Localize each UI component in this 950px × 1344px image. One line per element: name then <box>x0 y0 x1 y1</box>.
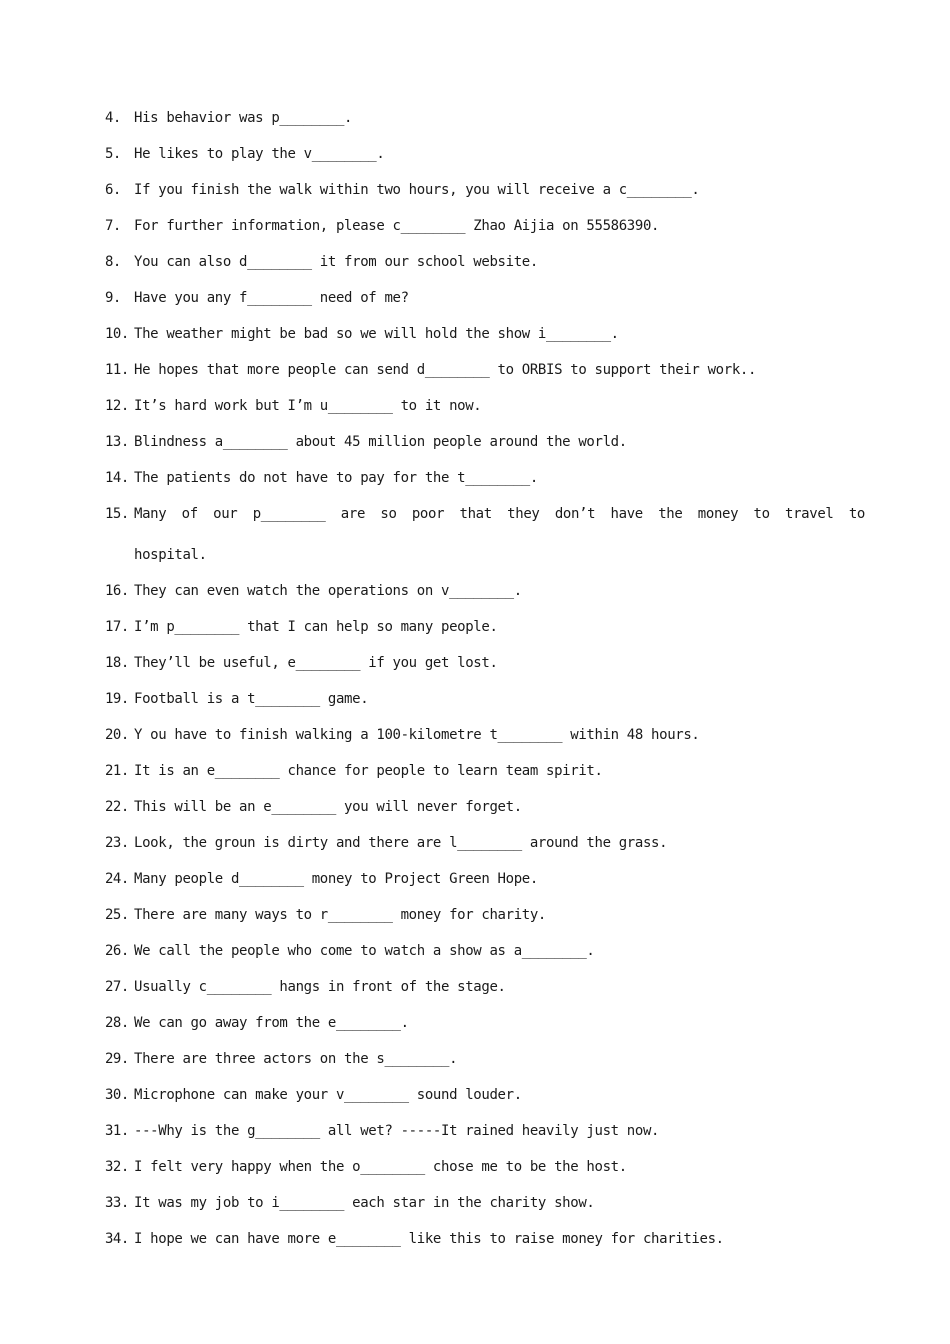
question-text: It’s hard work but I’m u________ to it now. <box>134 398 482 414</box>
question-item <box>105 1185 865 1221</box>
question-number: 5. <box>105 146 121 162</box>
question-text: There are three actors on the s________. <box>134 1051 458 1067</box>
question-text: His behavior was p________. <box>134 110 353 126</box>
question-item <box>105 100 865 136</box>
question-number: 18. <box>105 655 129 671</box>
question-number: 31. <box>105 1123 129 1139</box>
question-item <box>105 460 865 496</box>
question-number: 15. <box>105 506 129 522</box>
question-text: Blindness a________ about 45 million people around the world. <box>134 434 627 450</box>
question-text: I hope we can have more e________ like this to raise money for charities. <box>134 1231 724 1247</box>
question-text: I felt very happy when the o________ chose me to be the host. <box>134 1159 627 1175</box>
question-item <box>105 280 865 316</box>
question-item <box>105 933 865 969</box>
question-text: It is an e________ chance for people to learn team spirit. <box>134 763 603 779</box>
question-number: 22. <box>105 799 129 815</box>
question-number: 6. <box>105 182 121 198</box>
question-number: 11. <box>105 362 129 378</box>
question-item <box>105 1077 865 1113</box>
question-number: 19. <box>105 691 129 707</box>
question-number: 34. <box>105 1231 129 1247</box>
question-item <box>105 789 865 825</box>
question-text: We call the people who come to watch a show as a________. <box>134 943 595 959</box>
question-item <box>105 825 865 861</box>
question-text: If you finish the walk within two hours, you will receive a c________. <box>134 182 700 198</box>
question-number: 9. <box>105 290 121 306</box>
question-item <box>105 1113 865 1149</box>
question-number: 13. <box>105 434 129 450</box>
question-item <box>105 681 865 717</box>
question-item <box>105 717 865 753</box>
question-number: 21. <box>105 763 129 779</box>
question-item <box>105 1149 865 1185</box>
question-text: We can go away from the e________. <box>134 1015 409 1031</box>
question-item <box>105 136 865 172</box>
question-number: 10. <box>105 326 129 342</box>
question-item <box>105 645 865 681</box>
question-item <box>105 1041 865 1077</box>
question-item <box>105 316 865 352</box>
question-text: He hopes that more people can send d________ to ORBIS to support their work.. <box>134 362 757 378</box>
question-text: They’ll be useful, e________ if you get lost. <box>134 655 498 671</box>
question-text: There are many ways to r________ money for charity. <box>134 907 547 923</box>
question-item <box>105 494 865 576</box>
question-item <box>105 1221 865 1257</box>
question-item <box>105 861 865 897</box>
question-text: Football is a t________ game. <box>134 691 369 707</box>
question-text: I’m p________ that I can help so many people. <box>134 619 498 635</box>
question-number: 24. <box>105 871 129 887</box>
question-item <box>105 424 865 460</box>
question-item <box>105 897 865 933</box>
question-text: He likes to play the v________. <box>134 146 385 162</box>
question-number: 17. <box>105 619 129 635</box>
question-number: 16. <box>105 583 129 599</box>
question-number: 27. <box>105 979 129 995</box>
question-item <box>105 1005 865 1041</box>
question-number: 28. <box>105 1015 129 1031</box>
question-item <box>105 388 865 424</box>
question-item <box>105 208 865 244</box>
question-text: You can also d________ it from our school website. <box>134 254 538 270</box>
question-number: 12. <box>105 398 129 414</box>
question-item <box>105 352 865 388</box>
question-text: The patients do not have to pay for the t________. <box>134 470 538 486</box>
question-number: 33. <box>105 1195 129 1211</box>
question-item <box>105 172 865 208</box>
question-number: 25. <box>105 907 129 923</box>
question-list <box>105 100 865 1257</box>
question-number: 14. <box>105 470 129 486</box>
question-item <box>105 753 865 789</box>
question-item <box>105 969 865 1005</box>
question-number: 4. <box>105 110 121 126</box>
question-text: Y ou have to finish walking a 100-kilometre t________ within 48 hours. <box>134 727 700 743</box>
question-number: 30. <box>105 1087 129 1103</box>
question-number: 23. <box>105 835 129 851</box>
question-item <box>105 573 865 609</box>
question-text: ---Why is the g________ all wet? -----It rained heavily just now. <box>134 1123 660 1139</box>
question-text: Many people d________ money to Project Green Hope. <box>134 871 538 887</box>
question-number: 20. <box>105 727 129 743</box>
question-text: They can even watch the operations on v________. <box>134 583 522 599</box>
question-text: This will be an e________ you will never forget. <box>134 799 522 815</box>
question-text: Many of our p________ are so poor that they don’t have the money to travel to hospital. <box>134 506 865 563</box>
question-text: For further information, please c________ Zhao Aijia on 55586390. <box>134 218 660 234</box>
question-number: 26. <box>105 943 129 959</box>
question-number: 32. <box>105 1159 129 1175</box>
question-text: Microphone can make your v________ sound louder. <box>134 1087 522 1103</box>
question-text: It was my job to i________ each star in the charity show. <box>134 1195 595 1211</box>
question-number: 8. <box>105 254 121 270</box>
question-number: 7. <box>105 218 121 234</box>
question-text: The weather might be bad so we will hold the show i________. <box>134 326 619 342</box>
question-text: Have you any f________ need of me? <box>134 290 409 306</box>
question-number: 29. <box>105 1051 129 1067</box>
question-text: Usually c________ hangs in front of the stage. <box>134 979 506 995</box>
question-item <box>105 609 865 645</box>
question-item <box>105 244 865 280</box>
question-text: Look, the groun is dirty and there are l________ around the grass. <box>134 835 668 851</box>
